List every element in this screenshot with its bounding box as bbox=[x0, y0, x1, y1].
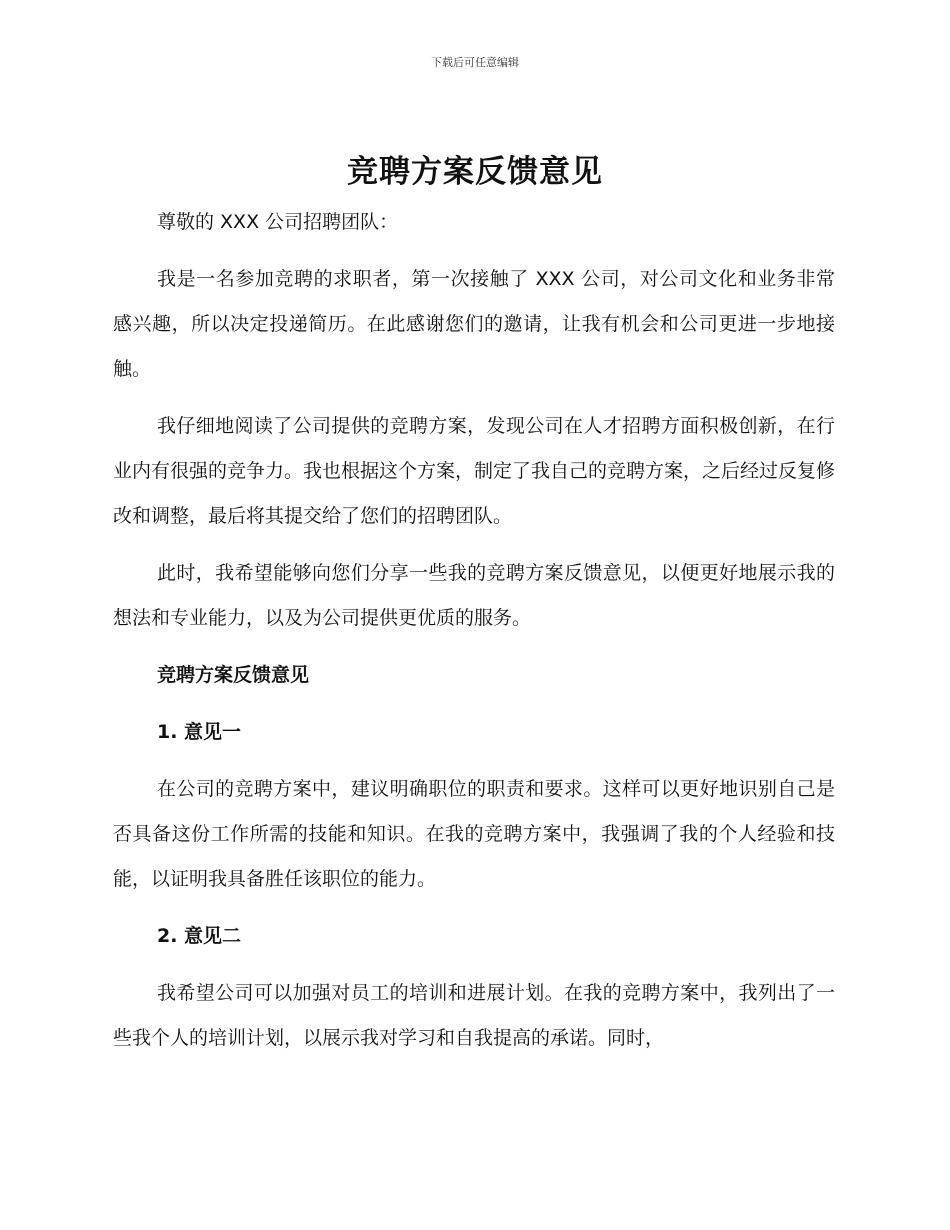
paragraph-review: 我仔细地阅读了公司提供的竞聘方案，发现公司在人才招聘方面积极创新，在行业内有很强的竞争力。我也根据这个方案，制定了我自己的竞聘方案，之后经过反复修改和调整，最后将其提交给了您们的招聘团队。 bbox=[113, 415, 836, 527]
opinion-1-text: 在公司的竞聘方案中，建议明确职位的职责和要求。这样可以更好地识别自己是否具备这份工作所需的技能和知识。在我的竞聘方案中，我强调了我的个人经验和技能，以证明我具备胜任该职位的能力。 bbox=[113, 778, 835, 890]
opinion-2-heading: 2. 意见二 bbox=[157, 925, 242, 947]
paragraph-share: 此时，我希望能够向您们分享一些我的竞聘方案反馈意见，以便更好地展示我的想法和专业能力，以及为公司提供更优质的服务。 bbox=[113, 562, 835, 629]
document-body bbox=[113, 200, 835, 1073]
document-title: 竞聘方案反馈意见 bbox=[347, 154, 603, 190]
salutation: 尊敬的 XXX 公司招聘团队： bbox=[157, 211, 399, 233]
opinion-1-heading: 1. 意见一 bbox=[157, 721, 242, 743]
opinion-2-text: 我希望公司可以加强对员工的培训和进展计划。在我的竞聘方案中，我列出了一些我个人的培训计划，以展示我对学习和自我提高的承诺。同时， bbox=[113, 982, 835, 1049]
section-heading: 竞聘方案反馈意见 bbox=[157, 664, 310, 686]
paragraph-intro: 我是一名参加竞聘的求职者，第一次接触了 XXX 公司，对公司文化和业务非常感兴趣，所以决定投递简历。在此感谢您们的邀请，让我有机会和公司更进一步地接触。 bbox=[113, 268, 835, 380]
header-note: 下载后可任意编辑 bbox=[431, 56, 519, 69]
